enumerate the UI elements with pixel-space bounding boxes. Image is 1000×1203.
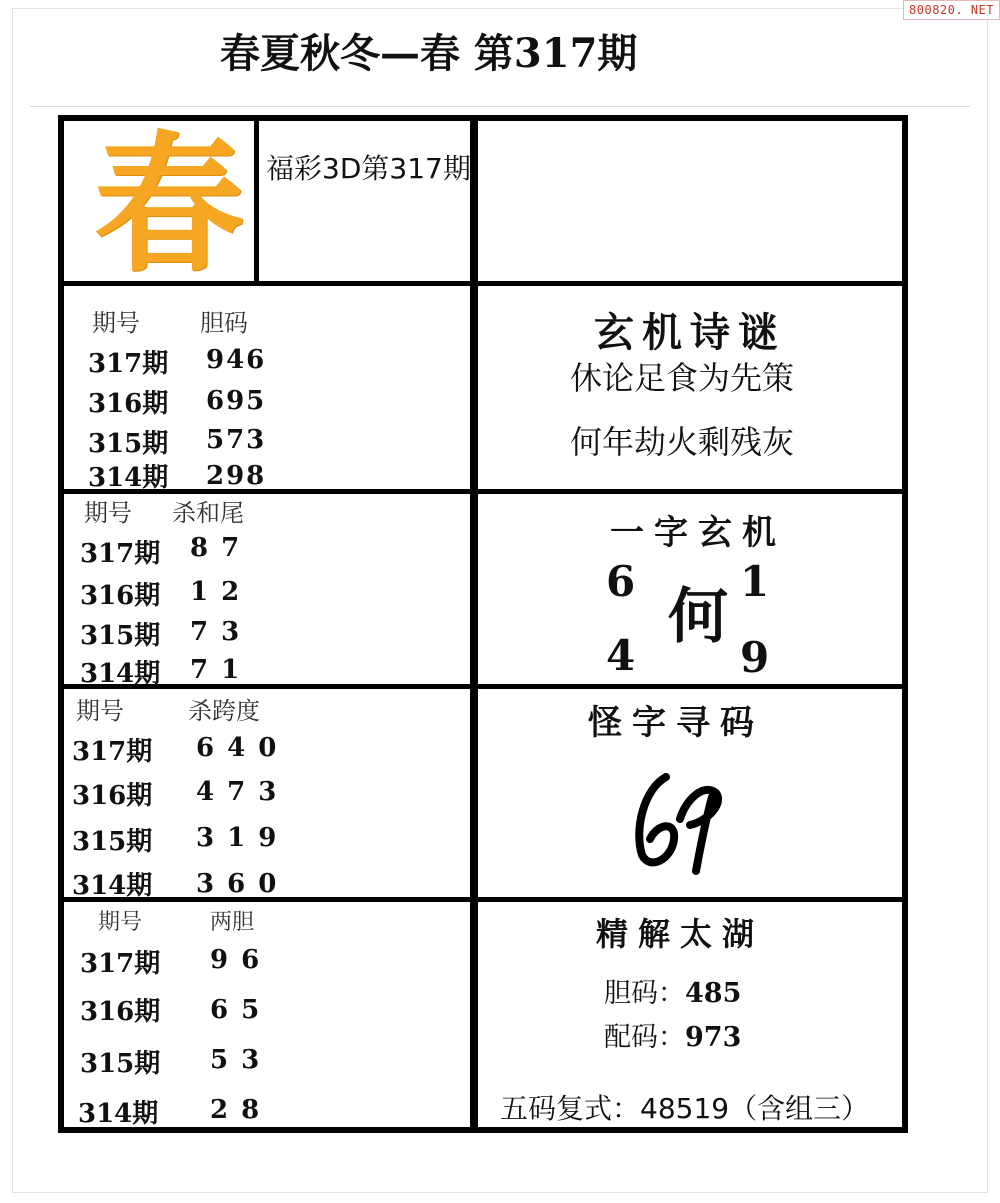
danma-period-1: 316期 xyxy=(88,389,169,419)
shahewei-period-0: 317期 xyxy=(80,539,161,569)
shakuadu-value-1: 4 7 3 xyxy=(196,777,279,807)
shahewei-value-0: 8 7 xyxy=(190,533,242,563)
yizi-digit-top-right: 1 xyxy=(740,557,770,606)
danma-period-3: 314期 xyxy=(88,463,169,493)
xuanji-poem-heading: 玄机诗谜 xyxy=(594,309,786,356)
shakuadu-period-3: 314期 xyxy=(72,871,153,901)
danma-value-2: 573 xyxy=(206,425,267,455)
shahewei-col-value: 杀和尾 xyxy=(172,499,244,527)
liangdan-period-1: 316期 xyxy=(80,997,161,1027)
liangdan-period-2: 315期 xyxy=(80,1049,161,1079)
danma-period-0: 317期 xyxy=(88,349,169,379)
shahewei-value-2: 7 3 xyxy=(190,617,242,647)
lottery-title: 福彩3D第317期 xyxy=(266,152,471,185)
shahewei-value-1: 1 2 xyxy=(190,577,242,607)
yizi-digit-top-left: 6 xyxy=(606,557,636,606)
row-divider-4r xyxy=(478,897,902,902)
jingjie-wuma: 五码复式：48519（含组三） xyxy=(500,1092,870,1125)
shakuadu-value-2: 3 1 9 xyxy=(196,823,279,853)
shahewei-value-3: 7 1 xyxy=(190,655,242,685)
shakuadu-col-period: 期号 xyxy=(76,697,124,725)
poem-line-2: 何年劫火剩残灰 xyxy=(570,423,795,461)
yizi-digit-bottom-right: 9 xyxy=(740,633,770,682)
jingjie-danma-value: 485 xyxy=(685,978,742,1009)
handwritten-glyph-icon xyxy=(624,759,734,879)
row-divider-2r xyxy=(478,489,902,494)
danma-value-1: 695 xyxy=(206,386,267,416)
shakuadu-period-1: 316期 xyxy=(72,781,153,811)
guaizi-heading: 怪字寻码 xyxy=(588,703,764,743)
shakuadu-period-2: 315期 xyxy=(72,827,153,857)
shahewei-col-period: 期号 xyxy=(84,499,132,527)
danma-value-0: 946 xyxy=(206,345,267,375)
guaizi-glyph-box xyxy=(624,759,734,879)
liangdan-col-period: 期号 xyxy=(98,910,143,935)
jingjie-danma xyxy=(604,971,741,1010)
danma-value-3: 298 xyxy=(206,461,267,491)
danma-col-period: 期号 xyxy=(92,309,140,337)
shahewei-period-1: 316期 xyxy=(80,581,161,611)
site-watermark: 800820. NET xyxy=(903,0,1000,20)
liangdan-value-3: 2 8 xyxy=(210,1095,262,1125)
liangdan-period-3: 314期 xyxy=(78,1099,159,1129)
liangdan-value-0: 9 6 xyxy=(210,945,262,975)
jingjie-peima-label: 配码： xyxy=(604,1022,685,1053)
liangdan-value-2: 5 3 xyxy=(210,1045,262,1075)
liangdan-col-value: 两胆 xyxy=(210,910,255,935)
center-divider xyxy=(470,121,478,1127)
liangdan-period-0: 317期 xyxy=(80,949,161,979)
row-divider-3r xyxy=(478,684,902,689)
shakuadu-value-3: 3 6 0 xyxy=(196,869,279,899)
title-divider xyxy=(30,106,970,107)
shakuadu-value-0: 6 4 0 xyxy=(196,733,279,763)
jingjie-peima xyxy=(604,1015,741,1054)
top-left-divider xyxy=(254,121,259,283)
liangdan-value-1: 6 5 xyxy=(210,995,262,1025)
danma-period-2: 315期 xyxy=(88,429,169,459)
page-title: 春夏秋冬—春 第317期 xyxy=(220,30,638,77)
shahewei-period-3: 314期 xyxy=(80,659,161,689)
yizi-digit-bottom-left: 4 xyxy=(606,631,636,680)
poem-line-1: 休论足食为先策 xyxy=(570,359,795,397)
jingjie-heading: 精解太湖 xyxy=(596,915,765,953)
danma-col-value: 胆码 xyxy=(200,309,248,337)
jingjie-danma-label: 胆码： xyxy=(604,978,685,1009)
shakuadu-col-value: 杀跨度 xyxy=(188,697,260,725)
jingjie-peima-value: 973 xyxy=(685,1022,742,1053)
yizi-center-char: 何 xyxy=(668,582,728,652)
shahewei-period-2: 315期 xyxy=(80,621,161,651)
forecast-board xyxy=(58,115,908,1133)
spring-glyph: 春 xyxy=(93,117,244,293)
yizi-heading: 一字玄机 xyxy=(610,513,786,553)
shakuadu-period-0: 317期 xyxy=(72,737,153,767)
